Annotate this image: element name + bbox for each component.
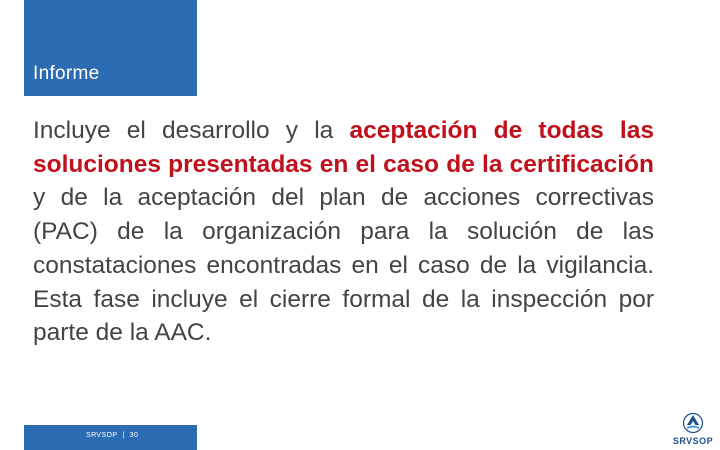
- footer-text: [86, 432, 138, 439]
- body-paragraph: [33, 114, 654, 350]
- body-text-part1: Incluye el desarrollo y la: [33, 117, 350, 144]
- body-text-highlight: aceptación de todas las soluciones presentadas en el caso de la certificación: [33, 117, 654, 178]
- footer-separator: |: [122, 432, 125, 439]
- footer-org: SRVSOP: [86, 432, 118, 439]
- logo-text: SRVSOP: [672, 436, 714, 446]
- footer-bar: [24, 425, 197, 450]
- srvsop-logo: [670, 412, 716, 448]
- body-text-part2: y de la aceptación del plan de acciones correctivas (PAC) de la organización para la solución de las constataciones encontradas en el caso de la vigilancia. Esta fase incluye el cierre formal de la inspección por parte de la AAC.: [33, 184, 654, 347]
- srvsop-logo-icon: [683, 412, 703, 434]
- slide-title: Informe: [33, 63, 100, 84]
- footer-page-number: 30: [129, 432, 139, 439]
- title-block: [24, 0, 197, 96]
